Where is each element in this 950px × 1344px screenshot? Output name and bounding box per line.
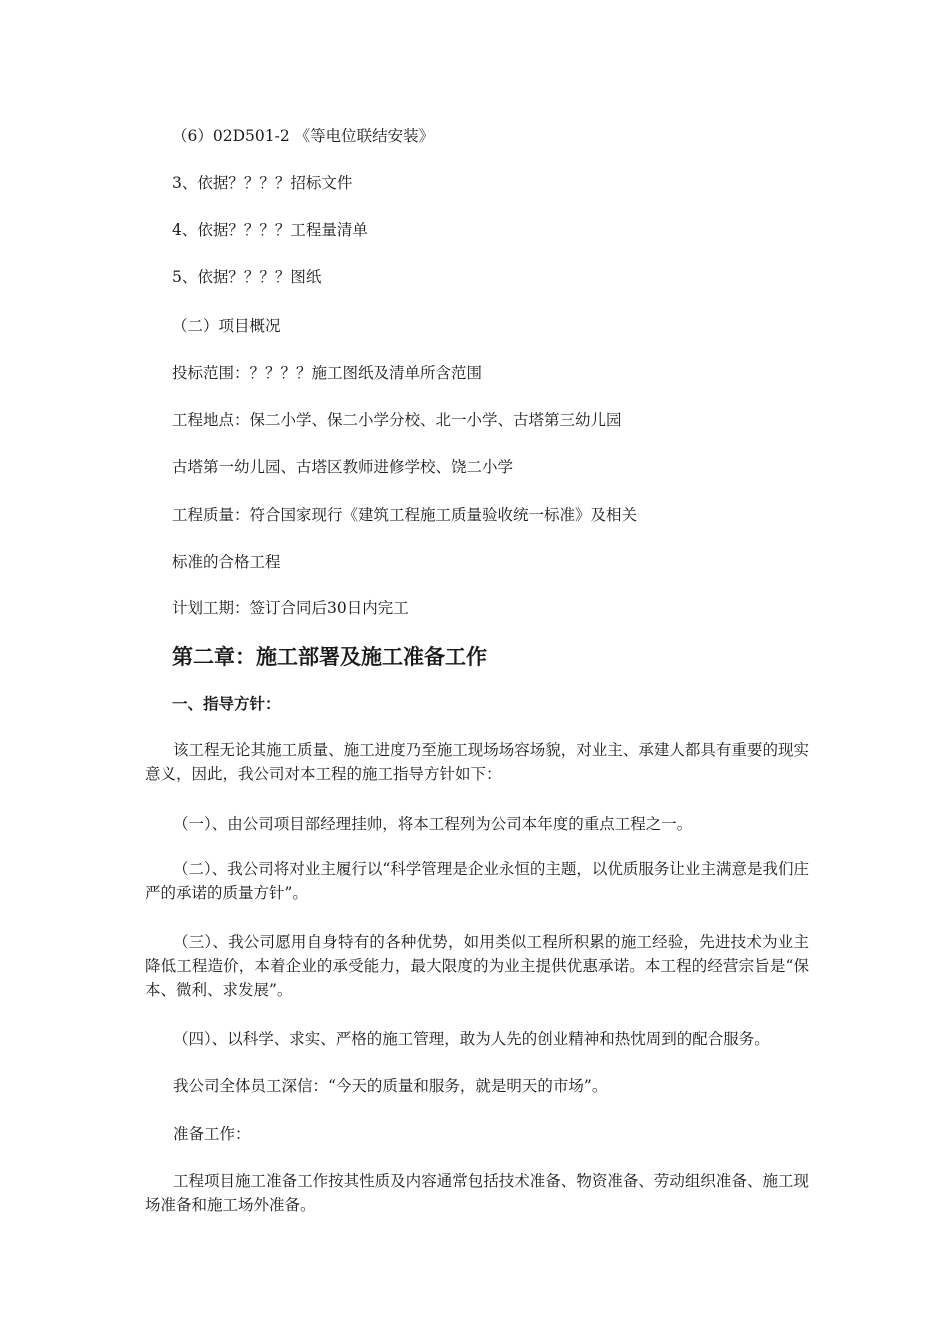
- paragraph: 我公司全体员工深信：“今天的质量和服务，就是明天的市场”。: [173, 1077, 608, 1095]
- paragraph: 准备工作：: [173, 1125, 251, 1143]
- project-quality-line: 工程质量：符合国家现行《建筑工程施工质量验收统一标准》及相关: [172, 506, 638, 524]
- paragraph: （四）、以科学、求实、严格的施工管理，敢为人先的创业精神和热忱周到的配合服务。: [173, 1030, 770, 1048]
- standard-reference-line: （6）02D501-2 《等电位联结安装》: [172, 127, 435, 145]
- paragraph: （一）、由公司项目部经理挂帅，将本工程列为公司本年度的重点工程之一。: [173, 815, 693, 833]
- project-location-continued-line: 古塔第一幼儿园、古塔区教师进修学校、饶二小学: [172, 458, 514, 476]
- section-title: 一、指导方针：: [172, 694, 281, 713]
- paragraph: （二）、我公司将对业主履行以“科学管理是企业永恒的主题，以优质服务让业主满意是我们庄严的承诺的质量方针”。: [145, 860, 809, 902]
- project-location-line: 工程地点：保二小学、保二小学分校、北一小学、古塔第三幼儿园: [172, 411, 622, 429]
- basis-bill-of-quantities-line: 4、依据？？？？工程量清单: [172, 221, 368, 239]
- paragraph: （三）、我公司愿用自身特有的各种优势，如用类似工程所积累的施工经验，先进技术为业主降低工程造价，本着企业的承受能力，最大限度的为业主提供优惠承诺。本工程的经营宗旨是“保本、微利、求发展”。: [145, 933, 809, 999]
- chapter-title: 第二章：施工部署及施工准备工作: [172, 644, 487, 669]
- basis-drawings-line: 5、依据？？？？图纸: [172, 268, 322, 286]
- project-quality-continued-line: 标准的合格工程: [172, 553, 281, 571]
- planned-duration-line: 计划工期：签订合同后30日内完工: [172, 599, 409, 617]
- paragraph: 工程项目施工准备工作按其性质及内容通常包括技术准备、物资准备、劳动组织准备、施工现场准备和施工场外准备。: [145, 1172, 809, 1214]
- bid-scope-line: 投标范围：？？？？施工图纸及清单所含范围: [172, 364, 483, 382]
- basis-tender-document-line: 3、依据？？？？招标文件: [172, 174, 353, 192]
- project-overview-heading: （二）项目概况: [172, 317, 281, 335]
- paragraph: 该工程无论其施工质量、施工进度乃至施工现场场容场貌，对业主、承建人都具有重要的现实意义，因此，我公司对本工程的施工指导方针如下：: [145, 741, 809, 783]
